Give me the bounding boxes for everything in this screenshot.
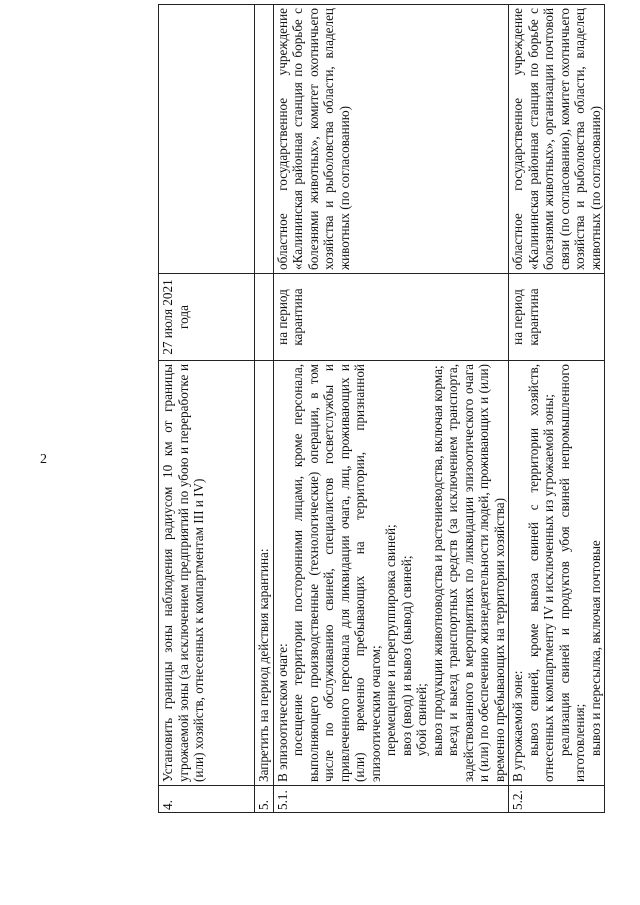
measure-cell: Установить границы зоны наблюдения радиусом 10 км от границы угрожаемой зоны (за исключением предприятий по убою и переработке и (или) хозяйств, отнесенных к компартментам III и IV)	[159, 361, 255, 786]
table-row	[273, 5, 509, 813]
measures-table	[158, 4, 605, 813]
term-cell: на период карантина	[509, 274, 605, 361]
measure-item: въезд и выезд транспортных средств (за исключением транспорта, задействованного в мероприятиях по ликвидации эпизоотического очага и (или) по обеспечению жизнедеятельности людей, проживающих и (или) временно пребывающих на территории хозяйства)	[445, 364, 507, 782]
responsible-cell	[159, 5, 255, 274]
measure-title: В угрожаемой зоне:	[510, 670, 525, 782]
measure-cell: Запретить на период действия карантина:	[255, 361, 274, 786]
rotated-page-content	[158, 0, 640, 905]
term-cell	[255, 274, 274, 361]
row-number: 5.1.	[273, 786, 509, 813]
row-number: 5.	[255, 786, 274, 813]
row-number: 5.2.	[509, 786, 605, 813]
table-row	[509, 5, 605, 813]
measure-item: вывоз продукции животноводства и растениеводства, включая корма;	[429, 365, 445, 756]
term-cell: на период карантина	[273, 274, 509, 361]
responsible-cell: областное государственное учреждение «Калининская районная станция по борьбе с болезнями животных», организации почтовой связи (по согласованию), комитет охотничьего хозяйства и рыболовства области, владелец животных (по согласованию)	[509, 5, 605, 274]
measure-title: В эпизоотическом очаге:	[274, 643, 290, 782]
term-cell: 27 июля 2021 года	[159, 274, 255, 361]
table-row	[255, 5, 274, 813]
responsible-cell: областное государственное учреждение «Калининская районная станция по борьбе с болезнями животных», комитет охотничьего хозяйства и рыболовства области, владелец животных (по согласованию)	[273, 5, 509, 274]
table-row	[159, 5, 255, 813]
row-number: 4.	[159, 786, 255, 813]
measure-item: убой свиней;	[414, 683, 429, 756]
measure-item: реализация свиней и продуктов убоя свиней непромышленного изготовления;	[556, 364, 587, 782]
measure-item: вывоз и пересылка, включая почтовые	[587, 540, 603, 756]
measure-cell	[273, 361, 509, 786]
responsible-cell	[255, 5, 274, 274]
measure-item: вывоз свиней, кроме вывоза свиней с территории хозяйств, отнесенных к компартменту IV и исключенных из угрожаемой зоны;	[525, 364, 556, 782]
measure-item: перемещение и перегруппировка свиней;	[383, 524, 398, 756]
measure-item: посещение территории посторонними лицами, кроме персонала, выполняющего производственные (технологические) операции, в том числе по обслуживанию свиней, специалистов госветслужбы и привлеченного персонала для ликвидации очага, лиц, проживающих и (или) временно пребывающих на территории, признанной эпизоотическим очагом;	[290, 364, 383, 782]
page-number: 2	[40, 452, 47, 467]
measure-cell	[509, 361, 605, 786]
measure-item: ввоз (ввод) и вывоз (вывод) свиней;	[398, 555, 414, 756]
